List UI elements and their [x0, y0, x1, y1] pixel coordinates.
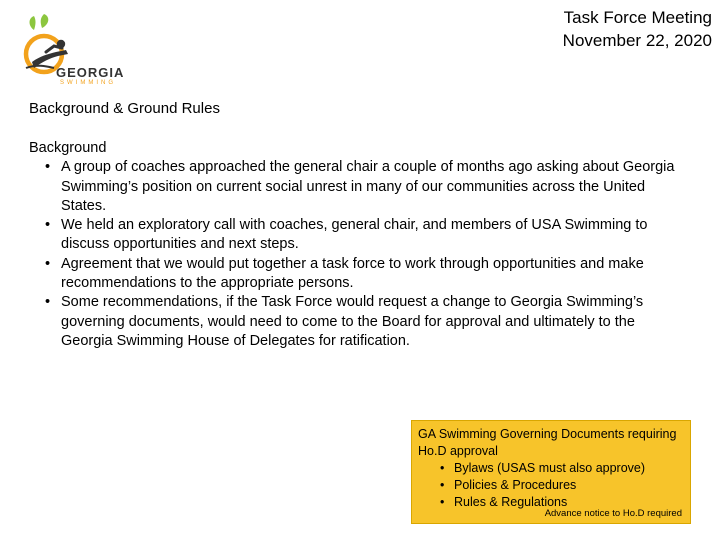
callout-list: [418, 460, 684, 511]
meeting-title: [563, 6, 712, 52]
logo-text: GEORGIA: [56, 65, 125, 80]
bullet-dot-icon: •: [45, 294, 51, 311]
georgia-swimming-logo: [22, 10, 132, 90]
bullet-item: • Agreement that we would put together a task force to work through opportunities and make recommendations to the appropriate persons.: [45, 255, 644, 292]
meeting-date: November 22, 2020: [562, 31, 712, 50]
callout-item: • Rules & Regulations: [440, 495, 568, 509]
section-heading: Background & Ground Rules: [29, 100, 220, 117]
logo-subtext: SWIMMING: [60, 80, 116, 86]
background-content: [29, 139, 689, 351]
bullet-dot-icon: •: [440, 495, 445, 509]
bullet-dot-icon: •: [45, 255, 51, 272]
bullet-item: • We held an exploratory call with coaches, general chair, and members of USA Swimming to discuss opportunities and next steps.: [45, 217, 648, 253]
callout-note: Advance notice to Ho.D required: [544, 508, 682, 519]
callout-item: • Bylaws (USAS must also approve): [440, 461, 646, 475]
bullet-item: • Some recommendations, if the Task Force would request a change to Georgia Swimming’s governing documents, would need to come to the Board for approval and ultimately to the Georgia Swimming House of Delegates for ratification.: [45, 294, 644, 349]
bullet-dot-icon: •: [440, 478, 445, 492]
callout-item: • Policies & Procedures: [440, 478, 577, 492]
content-title: Background: [29, 140, 107, 156]
bullet-dot-icon: •: [440, 461, 445, 475]
bullet-item: • A group of coaches approached the general chair a couple of months ago asking about Georgia Swimming’s position on current social unrest in many of our communities across the United States.: [45, 159, 675, 214]
callout-title: GA Swimming Governing Documents requiring Ho.D approval: [418, 427, 677, 458]
background-bullet-list: [29, 158, 689, 351]
bullet-dot-icon: •: [45, 159, 51, 176]
governing-documents-callout: [411, 420, 691, 524]
bullet-dot-icon: •: [45, 217, 51, 234]
meeting-title-line1: Task Force Meeting: [563, 8, 712, 27]
